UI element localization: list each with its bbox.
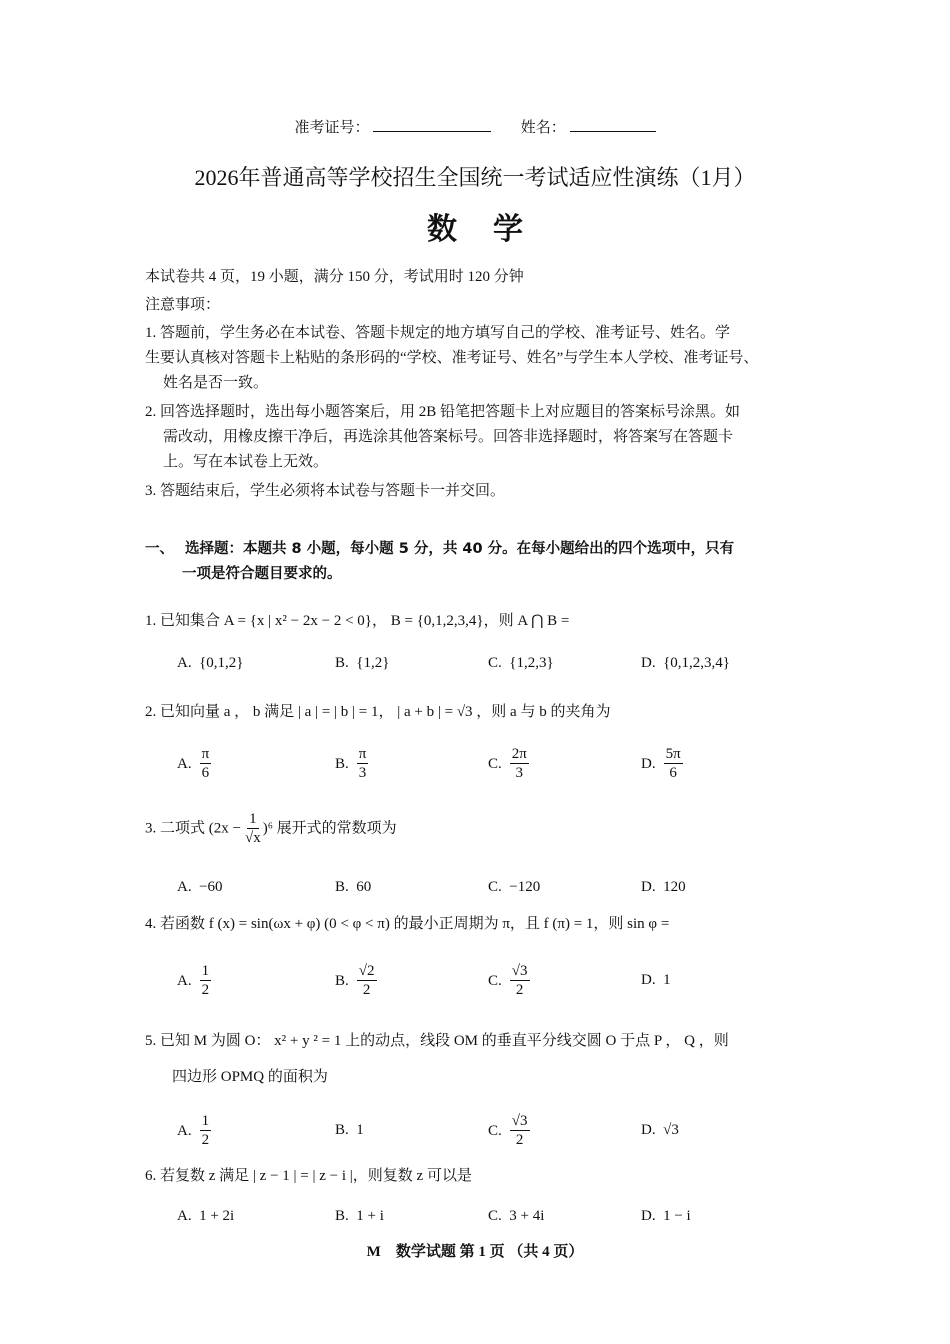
numerator: 2π: [511, 746, 527, 763]
exam-intro: 本试卷共 4 页，19 小题，满分 150 分，考试用时 120 分钟: [145, 269, 524, 285]
option-fraction: [510, 1112, 530, 1149]
option-c: [488, 1112, 530, 1149]
option-letter: B.: [335, 879, 349, 895]
option-letter: C.: [488, 879, 502, 895]
note-1-line-2: 生要认真核对答题卡上粘贴的条形码的“学校、准考证号、姓名”与学生本人学校、准考证号、: [145, 350, 759, 366]
option-fraction: [200, 745, 212, 782]
numerator: 1: [201, 963, 210, 980]
note-1-line-3: 姓名是否一致。: [163, 375, 269, 391]
option-fraction: [357, 962, 377, 999]
option-b: [335, 877, 371, 897]
option-value: {0,1,2}: [199, 655, 244, 671]
option-letter: C.: [488, 972, 502, 989]
denominator: 2: [201, 982, 210, 999]
option-value: 1: [356, 1122, 364, 1138]
question-2-stem: 2. 已知向量 a ， b 满足 | a | = | b | = 1， | a + b | = √3 ，则 a 与 b 的夹角为: [145, 704, 611, 720]
ticket-number-blank: [373, 117, 491, 132]
option-c: [488, 653, 554, 673]
denominator: 6: [201, 765, 210, 782]
option-c: [488, 1206, 544, 1226]
ticket-label: 准考证号：: [294, 120, 370, 136]
denominator: 2: [362, 982, 371, 999]
note-3: 3. 答题结束后，学生必须将本试卷与答题卡一并交回。: [145, 483, 506, 499]
section-number: 一、: [145, 541, 174, 557]
option-d: [641, 1206, 691, 1226]
question-5-stem-line-2: 四边形 OPMQ 的面积为: [172, 1069, 328, 1085]
option-c: [488, 877, 540, 897]
name-label: 姓名：: [520, 120, 566, 136]
denominator: 2: [201, 1132, 210, 1149]
notes-title: 注意事项：: [145, 297, 221, 313]
option-b: [335, 1120, 364, 1140]
option-letter: B.: [335, 1122, 349, 1138]
option-fraction: [200, 962, 212, 999]
option-c: [488, 962, 530, 999]
note-2-line-2: 需改动，用橡皮擦干净后，再选涂其他答案标号。回答非选择题时，将答案写在答题卡: [163, 429, 734, 445]
option-fraction: [200, 1112, 212, 1149]
option-value: 1: [663, 972, 671, 988]
option-letter: C.: [488, 1122, 502, 1139]
option-fraction: [664, 745, 683, 782]
question-1-stem: 1. 已知集合 A = {x | x² − 2x − 2 < 0}， B = {0,1,2,3,4}，则 A ⋂ B =: [145, 613, 570, 629]
option-a: [177, 962, 211, 999]
option-letter: B.: [335, 1208, 349, 1224]
option-letter: C.: [488, 655, 502, 671]
option-b: [335, 962, 377, 999]
note-2-line-3: 上。写在本试卷上无效。: [163, 454, 329, 470]
stem-part: )⁶ 展开式的常数项为: [262, 820, 397, 837]
denominator: 3: [358, 765, 367, 782]
denominator: 2: [515, 1132, 524, 1149]
section-heading-line-2: 一项是符合题目要求的。: [182, 566, 342, 582]
option-fraction: [357, 745, 369, 782]
section-heading-line-1: 选择题：本题共 8 小题，每小题 5 分，共 40 分。在每小题给出的四个选项中，只有: [185, 541, 735, 557]
option-letter: D.: [641, 655, 656, 671]
denominator: 3: [515, 765, 524, 782]
option-letter: A.: [177, 655, 192, 671]
numerator: 5π: [665, 746, 681, 763]
option-b: [335, 745, 368, 782]
option-c: [488, 745, 529, 782]
option-a: [177, 1206, 234, 1226]
question-3-stem: [145, 810, 397, 847]
option-letter: D.: [641, 972, 656, 988]
option-value: −120: [509, 879, 541, 895]
denominator: √x: [244, 830, 261, 846]
question-5-stem: 5. 已知 M 为圆 O： x² + y ² = 1 上的动点，线段 OM 的垂直平分线交圆 O 于点 P ， Q ，则: [145, 1033, 729, 1049]
numerator: π: [358, 746, 367, 763]
option-value: 60: [356, 879, 372, 895]
option-a: [177, 877, 223, 897]
question-4-stem: 4. 若函数 f (x) = sin(ωx + φ) (0 < φ < π) 的最小正周期为 π，且 f (π) = 1，则 sin φ =: [145, 916, 670, 932]
option-d: [641, 877, 686, 897]
option-value: {1,2}: [356, 655, 390, 671]
numerator: 1: [249, 811, 257, 827]
option-letter: D.: [641, 1208, 656, 1224]
option-letter: C.: [488, 755, 502, 772]
denominator: 6: [669, 765, 677, 782]
option-letter: C.: [488, 1208, 502, 1224]
option-value: 1 + i: [356, 1208, 384, 1224]
note-1-line-1: 1. 答题前，学生务必在本试卷、答题卡规定的地方填写自己的学校、准考证号、姓名。学: [145, 325, 731, 341]
numerator: √3: [511, 963, 528, 980]
option-letter: B.: [335, 655, 349, 671]
option-letter: A.: [177, 755, 192, 772]
option-value: 1 − i: [663, 1208, 691, 1224]
note-2-line-1: 2. 回答选择题时，选出每小题答案后，用 2B 铅笔把答题卡上对应题目的答案标号涂黑。如: [145, 404, 741, 420]
exam-title: 2026年普通高等学校招生全国统一考试适应性演练（1月）: [194, 165, 756, 190]
option-b: [335, 653, 389, 673]
option-letter: B.: [335, 972, 349, 989]
option-letter: D.: [641, 879, 656, 895]
option-letter: D.: [641, 1122, 656, 1138]
option-d: [641, 1120, 679, 1140]
option-value: {1,2,3}: [509, 655, 554, 671]
option-value: 3 + 4i: [509, 1208, 545, 1224]
option-a: [177, 745, 211, 782]
numerator: √3: [511, 1113, 528, 1130]
page-footer: M 数学试题 第 1 页 （共 4 页）: [366, 1244, 584, 1260]
option-value: √3: [663, 1122, 679, 1138]
option-letter: D.: [641, 755, 656, 772]
name-blank: [570, 117, 656, 132]
option-d: [641, 745, 683, 782]
option-letter: A.: [177, 879, 192, 895]
option-value: −60: [199, 879, 223, 895]
option-value: 1 + 2i: [199, 1208, 235, 1224]
option-a: [177, 1112, 211, 1149]
option-fraction: [510, 745, 529, 782]
candidate-info-line: [0, 117, 950, 138]
stem-part: 3. 二项式 (2x −: [145, 820, 241, 837]
option-letter: A.: [177, 972, 192, 989]
numerator: √2: [358, 963, 375, 980]
option-letter: B.: [335, 755, 349, 772]
option-letter: A.: [177, 1122, 192, 1139]
option-fraction: [510, 962, 530, 999]
option-d: [641, 970, 671, 990]
option-value: 120: [663, 879, 686, 895]
question-6-stem: 6. 若复数 z 满足 | z − 1 | = | z − i |，则复数 z 可以是: [145, 1168, 472, 1184]
option-a: [177, 653, 244, 673]
subject-title: 数学: [427, 212, 559, 247]
numerator: π: [201, 746, 210, 763]
option-letter: A.: [177, 1208, 192, 1224]
stem-fraction: [243, 810, 263, 847]
denominator: 2: [515, 982, 524, 999]
option-b: [335, 1206, 384, 1226]
numerator: 1: [201, 1113, 210, 1130]
option-value: {0,1,2,3,4}: [663, 655, 730, 671]
option-d: [641, 653, 730, 673]
